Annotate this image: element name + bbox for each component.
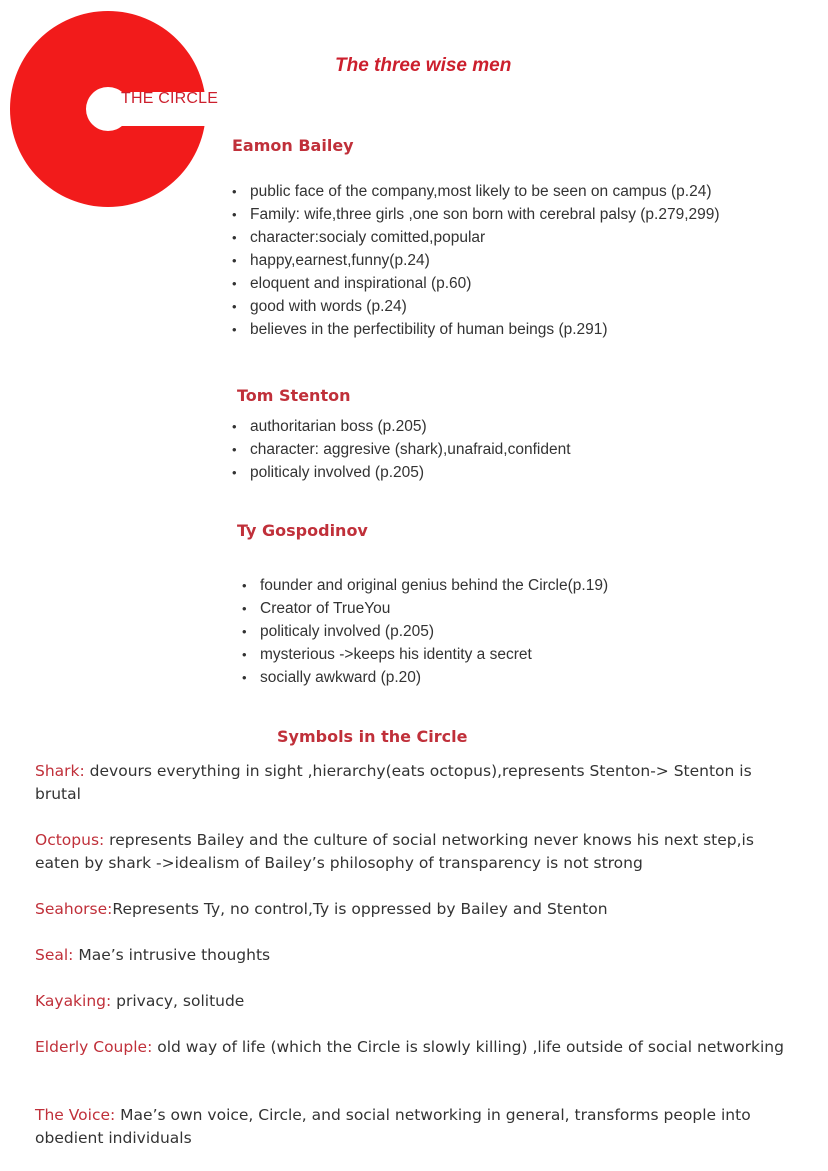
list-ty-gospodinov — [242, 574, 608, 689]
list-item: • founder and original genius behind the Circle(p.19) — [242, 574, 608, 597]
symbol-description: Mae’s own voice, Circle, and social networking in general, transforms people into obedient individuals — [35, 1106, 751, 1147]
list-item: • Creator of TrueYou — [242, 597, 608, 620]
symbol-description: Mae’s intrusive thoughts — [73, 946, 271, 964]
list-item: • politicaly involved (p.205) — [232, 461, 571, 484]
section-heading-tom-stenton: Tom Stenton — [237, 386, 351, 405]
symbol-term: The Voice: — [35, 1106, 116, 1124]
list-item: • authoritarian boss (p.205) — [232, 415, 571, 438]
symbol-description: Represents Ty, no control,Ty is oppressed by Bailey and Stenton — [112, 900, 608, 918]
symbol-entry-shark — [35, 760, 795, 806]
list-item: • character:socialy comitted,popular — [232, 226, 720, 249]
symbol-description: devours everything in sight ,hierarchy(eats octopus),represents Stenton-> Stenton is brutal — [35, 762, 752, 803]
symbol-entry-seahorse — [35, 898, 795, 921]
list-item: • Family: wife,three girls ,one son born with cerebral palsy (p.279,299) — [232, 203, 720, 226]
list-item: • mysterious ->keeps his identity a secret — [242, 643, 608, 666]
symbol-term: Seal: — [35, 946, 74, 964]
symbol-term: Shark: — [35, 762, 85, 780]
symbol-term: Seahorse: — [35, 900, 113, 918]
list-item: • eloquent and inspirational (p.60) — [232, 272, 720, 295]
symbol-entry-seal — [35, 944, 795, 967]
circle-logo — [0, 0, 260, 215]
symbol-term: Octopus: — [35, 831, 105, 849]
list-item: • politicaly involved (p.205) — [242, 620, 608, 643]
symbol-entry-octopus — [35, 829, 795, 875]
symbol-description: privacy, solitude — [111, 992, 245, 1010]
symbols-heading: Symbols in the Circle — [277, 727, 468, 746]
section-heading-ty-gospodinov: Ty Gospodinov — [237, 521, 368, 540]
circle-logo-text: THE CIRCLE — [121, 90, 219, 107]
symbol-description: represents Bailey and the culture of social networking never knows his next step,is eaten by shark ->idealism of Bailey’s philosophy of transparency is not strong — [35, 831, 754, 872]
symbol-entry-the-voice — [35, 1104, 795, 1150]
symbol-description: old way of life (which the Circle is slowly killing) ,life outside of social networking — [152, 1038, 784, 1056]
symbol-entry-elderly-couple — [35, 1036, 795, 1059]
list-eamon-bailey — [232, 180, 720, 341]
circle-logo-mark — [10, 11, 206, 207]
list-item: • socially awkward (p.20) — [242, 666, 608, 689]
page-title: The three wise men — [335, 55, 512, 76]
list-item: • happy,earnest,funny(p.24) — [232, 249, 720, 272]
section-heading-eamon-bailey: Eamon Bailey — [232, 136, 354, 155]
list-item: • public face of the company,most likely to be seen on campus (p.24) — [232, 180, 720, 203]
list-item: • good with words (p.24) — [232, 295, 720, 318]
list-item: • believes in the perfectibility of human beings (p.291) — [232, 318, 720, 341]
list-tom-stenton — [232, 415, 571, 484]
symbol-term: Kayaking: — [35, 992, 112, 1010]
list-item: • character: aggresive (shark),unafraid,confident — [232, 438, 571, 461]
symbol-entry-kayaking — [35, 990, 795, 1013]
symbol-term: Elderly Couple: — [35, 1038, 153, 1056]
